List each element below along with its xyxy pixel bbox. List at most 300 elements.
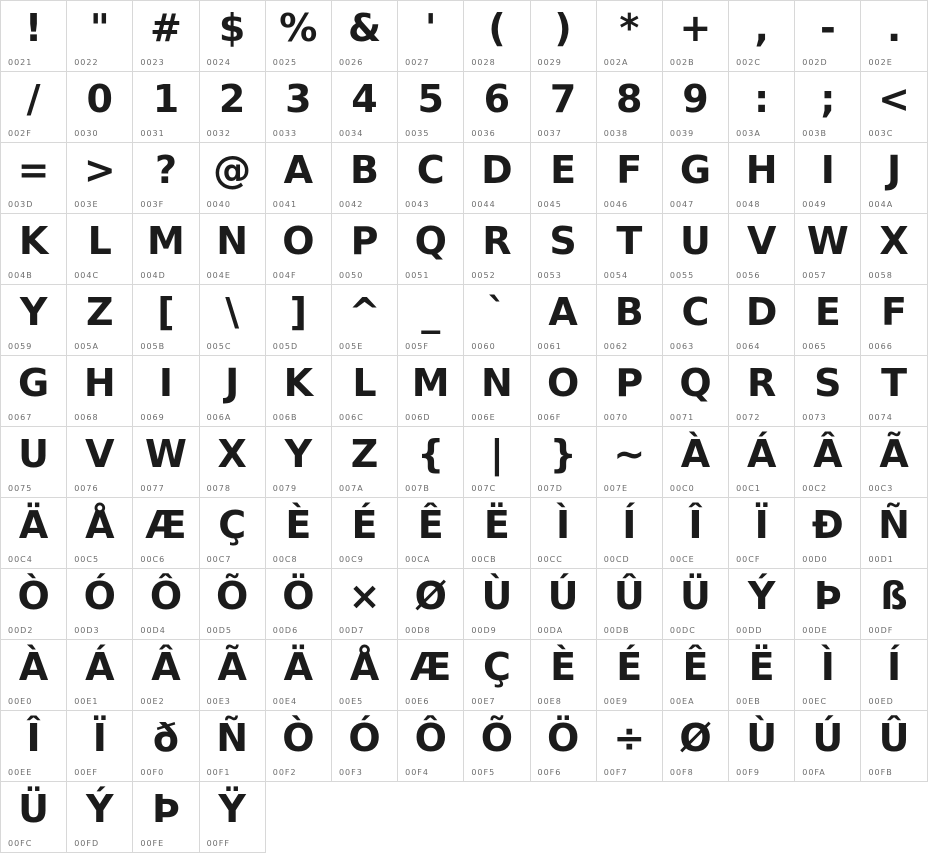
glyph-cell[interactable] bbox=[200, 427, 266, 498]
glyph-cell[interactable] bbox=[597, 285, 663, 356]
glyph-codepoint: 0033 bbox=[272, 129, 298, 138]
glyph-cell[interactable] bbox=[266, 1, 332, 72]
glyph-character: ^ bbox=[348, 290, 381, 334]
glyph-cell[interactable] bbox=[861, 356, 927, 427]
glyph-codepoint: 00ED bbox=[868, 697, 894, 706]
glyph-codepoint: 003D bbox=[8, 200, 34, 209]
glyph-character: Å bbox=[85, 503, 115, 547]
glyph-cell[interactable] bbox=[1, 569, 67, 640]
glyph-cell[interactable] bbox=[398, 143, 464, 214]
glyph-cell[interactable] bbox=[663, 640, 729, 711]
glyph-cell[interactable] bbox=[861, 143, 927, 214]
glyph-cell[interactable] bbox=[464, 143, 530, 214]
glyph-character: Ë bbox=[748, 645, 775, 689]
glyph-cell[interactable] bbox=[464, 356, 530, 427]
glyph-character: N bbox=[216, 219, 249, 263]
glyph-cell[interactable] bbox=[861, 1, 927, 72]
glyph-character: > bbox=[83, 148, 116, 192]
glyph-codepoint: 0058 bbox=[868, 271, 893, 280]
glyph-cell[interactable] bbox=[663, 143, 729, 214]
glyph-codepoint: 0063 bbox=[669, 342, 695, 351]
glyph-cell[interactable] bbox=[200, 782, 266, 853]
glyph-character: Ï bbox=[754, 503, 769, 547]
glyph-codepoint: 006E bbox=[471, 413, 496, 422]
glyph-cell[interactable] bbox=[729, 356, 795, 427]
glyph-character: Ì bbox=[556, 503, 571, 547]
glyph-cell[interactable] bbox=[200, 214, 266, 285]
glyph-character: O bbox=[546, 361, 580, 405]
glyph-character: Ú bbox=[547, 574, 579, 618]
glyph-codepoint: 0032 bbox=[206, 129, 231, 138]
glyph-cell[interactable] bbox=[1, 427, 67, 498]
glyph-cell[interactable] bbox=[133, 711, 199, 782]
glyph-cell[interactable] bbox=[795, 640, 861, 711]
glyph-character: 6 bbox=[483, 77, 511, 121]
glyph-codepoint: 0042 bbox=[338, 200, 364, 209]
glyph-character: ! bbox=[24, 6, 43, 50]
glyph-cell[interactable] bbox=[67, 782, 133, 853]
glyph-cell[interactable] bbox=[332, 711, 398, 782]
glyph-character: 0 bbox=[86, 77, 113, 121]
glyph-cell[interactable] bbox=[1, 356, 67, 427]
glyph-cell[interactable] bbox=[133, 1, 199, 72]
glyph-cell[interactable] bbox=[67, 640, 133, 711]
glyph-cell[interactable] bbox=[398, 498, 464, 569]
glyph-codepoint: 0035 bbox=[405, 129, 430, 138]
glyph-cell[interactable] bbox=[663, 285, 729, 356]
glyph-codepoint: 003E bbox=[74, 200, 99, 209]
glyph-cell[interactable] bbox=[266, 214, 332, 285]
glyph-character: N bbox=[481, 361, 513, 405]
glyph-codepoint: 0072 bbox=[736, 413, 761, 422]
glyph-cell[interactable] bbox=[398, 1, 464, 72]
glyph-cell[interactable] bbox=[398, 640, 464, 711]
glyph-cell[interactable] bbox=[531, 711, 597, 782]
glyph-cell[interactable] bbox=[663, 214, 729, 285]
glyph-codepoint: 004B bbox=[8, 271, 33, 280]
glyph-cell[interactable] bbox=[67, 143, 133, 214]
glyph-codepoint: 0031 bbox=[140, 129, 165, 138]
glyph-cell[interactable] bbox=[133, 569, 199, 640]
glyph-cell[interactable] bbox=[1, 285, 67, 356]
glyph-cell[interactable] bbox=[67, 285, 133, 356]
glyph-cell[interactable] bbox=[266, 569, 332, 640]
glyph-codepoint: 00C8 bbox=[272, 555, 298, 564]
glyph-cell[interactable] bbox=[729, 569, 795, 640]
glyph-character: @ bbox=[213, 148, 252, 192]
glyph-cell[interactable] bbox=[398, 356, 464, 427]
glyph-cell[interactable] bbox=[133, 143, 199, 214]
glyph-character: ~ bbox=[613, 432, 646, 476]
glyph-cell[interactable] bbox=[861, 427, 927, 498]
glyph-codepoint: 005C bbox=[206, 342, 232, 351]
glyph-cell[interactable] bbox=[133, 498, 199, 569]
glyph-cell[interactable] bbox=[1, 782, 67, 853]
glyph-character: } bbox=[549, 432, 577, 476]
glyph-cell[interactable] bbox=[133, 356, 199, 427]
glyph-codepoint: 00FC bbox=[8, 839, 33, 848]
glyph-cell[interactable] bbox=[464, 427, 530, 498]
glyph-character: D bbox=[745, 290, 778, 334]
glyph-codepoint: 0021 bbox=[8, 58, 33, 67]
glyph-codepoint: 00EC bbox=[802, 697, 828, 706]
glyph-character: { bbox=[417, 432, 445, 476]
glyph-codepoint: 00D9 bbox=[471, 626, 497, 635]
glyph-cell[interactable] bbox=[531, 356, 597, 427]
glyph-codepoint: 00C0 bbox=[669, 484, 695, 493]
glyph-codepoint: 0045 bbox=[537, 200, 562, 209]
glyph-character: S bbox=[549, 219, 577, 263]
glyph-cell[interactable] bbox=[663, 1, 729, 72]
glyph-character: I bbox=[820, 148, 835, 192]
glyph-codepoint: 00EB bbox=[736, 697, 761, 706]
glyph-codepoint: 00E0 bbox=[8, 697, 33, 706]
glyph-cell[interactable] bbox=[67, 569, 133, 640]
glyph-cell[interactable] bbox=[531, 72, 597, 143]
glyph-cell[interactable] bbox=[266, 498, 332, 569]
glyph-codepoint: 006A bbox=[206, 413, 232, 422]
glyph-cell[interactable] bbox=[266, 285, 332, 356]
glyph-cell[interactable] bbox=[133, 782, 199, 853]
glyph-cell[interactable] bbox=[67, 214, 133, 285]
glyph-cell[interactable] bbox=[398, 72, 464, 143]
glyph-character: E bbox=[814, 290, 841, 334]
glyph-character: 7 bbox=[549, 77, 577, 121]
glyph-cell[interactable] bbox=[398, 214, 464, 285]
glyph-cell[interactable] bbox=[200, 498, 266, 569]
glyph-codepoint: 0078 bbox=[206, 484, 231, 493]
glyph-codepoint: 0057 bbox=[802, 271, 827, 280]
glyph-cell[interactable] bbox=[597, 427, 663, 498]
glyph-cell[interactable] bbox=[1, 711, 67, 782]
glyph-character: Ü bbox=[680, 574, 711, 618]
glyph-character: X bbox=[879, 219, 909, 263]
glyph-cell[interactable] bbox=[133, 72, 199, 143]
glyph-codepoint: 00C5 bbox=[74, 555, 100, 564]
glyph-cell[interactable] bbox=[464, 640, 530, 711]
glyph-cell[interactable] bbox=[266, 356, 332, 427]
glyph-cell[interactable] bbox=[861, 72, 927, 143]
glyph-character: ; bbox=[820, 77, 836, 121]
glyph-cell[interactable] bbox=[200, 285, 266, 356]
glyph-cell[interactable] bbox=[861, 569, 927, 640]
glyph-character: Õ bbox=[480, 716, 514, 760]
glyph-cell[interactable] bbox=[597, 72, 663, 143]
glyph-cell[interactable] bbox=[1, 498, 67, 569]
glyph-character: Ç bbox=[482, 645, 511, 689]
glyph-cell[interactable] bbox=[597, 1, 663, 72]
glyph-cell[interactable] bbox=[795, 285, 861, 356]
glyph-cell[interactable] bbox=[1, 214, 67, 285]
glyph-cell[interactable] bbox=[729, 498, 795, 569]
glyph-cell[interactable] bbox=[795, 214, 861, 285]
glyph-character: K bbox=[283, 361, 314, 405]
glyph-character: ß bbox=[880, 574, 908, 618]
glyph-cell[interactable] bbox=[332, 427, 398, 498]
glyph-cell[interactable] bbox=[861, 498, 927, 569]
glyph-cell[interactable] bbox=[531, 143, 597, 214]
glyph-cell[interactable] bbox=[266, 711, 332, 782]
glyph-cell[interactable] bbox=[133, 214, 199, 285]
glyph-cell[interactable] bbox=[332, 569, 398, 640]
glyph-character: | bbox=[489, 432, 504, 476]
glyph-character: 9 bbox=[682, 77, 709, 121]
glyph-cell[interactable] bbox=[795, 498, 861, 569]
glyph-codepoint: 00FF bbox=[206, 839, 230, 848]
glyph-cell[interactable] bbox=[663, 72, 729, 143]
glyph-cell[interactable] bbox=[200, 569, 266, 640]
glyph-cell[interactable] bbox=[531, 1, 597, 72]
glyph-cell[interactable] bbox=[861, 640, 927, 711]
glyph-cell[interactable] bbox=[398, 427, 464, 498]
glyph-cell[interactable] bbox=[67, 711, 133, 782]
glyph-codepoint: 002E bbox=[868, 58, 893, 67]
glyph-character: Þ bbox=[813, 574, 842, 618]
glyph-cell[interactable] bbox=[861, 214, 927, 285]
glyph-character: \ bbox=[225, 290, 240, 334]
glyph-codepoint: 0025 bbox=[272, 58, 298, 67]
glyph-cell[interactable] bbox=[531, 569, 597, 640]
glyph-character: A bbox=[283, 148, 314, 192]
glyph-cell[interactable] bbox=[1, 72, 67, 143]
glyph-character: < bbox=[878, 77, 910, 121]
glyph-codepoint: 003C bbox=[868, 129, 894, 138]
glyph-cell[interactable] bbox=[200, 1, 266, 72]
glyph-cell[interactable] bbox=[200, 711, 266, 782]
glyph-cell[interactable] bbox=[531, 640, 597, 711]
glyph-codepoint: 00C7 bbox=[206, 555, 232, 564]
glyph-cell[interactable] bbox=[332, 498, 398, 569]
glyph-cell[interactable] bbox=[531, 285, 597, 356]
glyph-codepoint: 0041 bbox=[272, 200, 298, 209]
glyph-cell[interactable] bbox=[597, 214, 663, 285]
glyph-codepoint: 00C6 bbox=[140, 555, 166, 564]
glyph-codepoint: 00C3 bbox=[868, 484, 894, 493]
glyph-cell[interactable] bbox=[597, 498, 663, 569]
glyph-codepoint: 0027 bbox=[405, 58, 430, 67]
glyph-character: % bbox=[279, 6, 318, 50]
glyph-cell[interactable] bbox=[464, 285, 530, 356]
glyph-cell[interactable] bbox=[67, 427, 133, 498]
glyph-cell[interactable] bbox=[597, 569, 663, 640]
glyph-cell[interactable] bbox=[398, 285, 464, 356]
glyph-cell[interactable] bbox=[729, 214, 795, 285]
glyph-codepoint: 006D bbox=[405, 413, 431, 422]
glyph-cell[interactable] bbox=[795, 427, 861, 498]
glyph-character: Î bbox=[26, 716, 41, 760]
glyph-character: Ò bbox=[17, 574, 50, 618]
glyph-cell[interactable] bbox=[67, 498, 133, 569]
glyph-character: U bbox=[680, 219, 711, 263]
glyph-cell[interactable] bbox=[1, 640, 67, 711]
glyph-codepoint: 00F7 bbox=[603, 768, 628, 777]
glyph-cell[interactable] bbox=[464, 1, 530, 72]
glyph-cell[interactable] bbox=[332, 356, 398, 427]
glyph-cell[interactable] bbox=[200, 640, 266, 711]
glyph-character: Ô bbox=[414, 716, 447, 760]
glyph-cell[interactable] bbox=[597, 143, 663, 214]
glyph-cell[interactable] bbox=[597, 640, 663, 711]
glyph-character: I bbox=[158, 361, 174, 405]
glyph-cell[interactable] bbox=[531, 427, 597, 498]
glyph-cell[interactable] bbox=[729, 427, 795, 498]
glyph-codepoint: 0066 bbox=[868, 342, 893, 351]
glyph-cell[interactable] bbox=[861, 711, 927, 782]
glyph-cell[interactable] bbox=[398, 711, 464, 782]
glyph-codepoint: 0037 bbox=[537, 129, 562, 138]
glyph-cell[interactable] bbox=[398, 569, 464, 640]
glyph-codepoint: 007A bbox=[338, 484, 364, 493]
glyph-codepoint: 0050 bbox=[338, 271, 364, 280]
glyph-cell[interactable] bbox=[1, 143, 67, 214]
glyph-codepoint: 004F bbox=[272, 271, 297, 280]
glyph-cell[interactable] bbox=[795, 356, 861, 427]
glyph-character: / bbox=[26, 77, 41, 121]
glyph-character: 1 bbox=[152, 77, 180, 121]
glyph-codepoint: 00CE bbox=[669, 555, 695, 564]
glyph-cell[interactable] bbox=[332, 640, 398, 711]
glyph-codepoint: 007C bbox=[471, 484, 497, 493]
glyph-cell[interactable] bbox=[464, 711, 530, 782]
glyph-cell[interactable] bbox=[464, 569, 530, 640]
glyph-character: Ç bbox=[218, 503, 247, 547]
glyph-cell[interactable] bbox=[200, 143, 266, 214]
glyph-character: L bbox=[352, 361, 377, 405]
glyph-character: Z bbox=[86, 290, 114, 334]
glyph-codepoint: 0071 bbox=[669, 413, 695, 422]
glyph-character: Â bbox=[813, 432, 843, 476]
glyph-character: Æ bbox=[410, 645, 452, 689]
glyph-cell[interactable] bbox=[464, 72, 530, 143]
glyph-cell[interactable] bbox=[663, 711, 729, 782]
glyph-codepoint: 00D6 bbox=[272, 626, 299, 635]
glyph-character: Ø bbox=[414, 574, 447, 618]
glyph-cell[interactable] bbox=[663, 427, 729, 498]
glyph-cell[interactable] bbox=[332, 72, 398, 143]
glyph-cell[interactable] bbox=[332, 285, 398, 356]
glyph-cell[interactable] bbox=[597, 356, 663, 427]
glyph-cell[interactable] bbox=[795, 1, 861, 72]
glyph-codepoint: 00F1 bbox=[206, 768, 231, 777]
glyph-codepoint: 00EF bbox=[74, 768, 99, 777]
glyph-cell[interactable] bbox=[729, 711, 795, 782]
glyph-cell[interactable] bbox=[795, 711, 861, 782]
glyph-cell[interactable] bbox=[200, 356, 266, 427]
glyph-cell[interactable] bbox=[332, 1, 398, 72]
glyph-character: Ô bbox=[149, 574, 183, 618]
glyph-character: É bbox=[616, 645, 643, 689]
glyph-cell[interactable] bbox=[67, 72, 133, 143]
glyph-codepoint: 002F bbox=[8, 129, 32, 138]
glyph-character: Z bbox=[350, 432, 379, 476]
glyph-cell[interactable] bbox=[266, 72, 332, 143]
glyph-character: Â bbox=[151, 645, 181, 689]
glyph-character: Ú bbox=[812, 716, 844, 760]
glyph-character: F bbox=[616, 148, 643, 192]
glyph-codepoint: 005A bbox=[74, 342, 99, 351]
glyph-character: W bbox=[806, 219, 849, 263]
glyph-codepoint: 00DF bbox=[868, 626, 894, 635]
glyph-codepoint: 0029 bbox=[537, 58, 562, 67]
glyph-character: 4 bbox=[351, 77, 378, 121]
glyph-character: T bbox=[616, 219, 643, 263]
glyph-cell[interactable] bbox=[266, 640, 332, 711]
glyph-codepoint: 0043 bbox=[405, 200, 430, 209]
glyph-character: E bbox=[550, 148, 577, 192]
glyph-cell[interactable] bbox=[464, 214, 530, 285]
glyph-cell[interactable] bbox=[332, 143, 398, 214]
glyph-character: ' bbox=[424, 6, 437, 50]
glyph-cell[interactable] bbox=[266, 143, 332, 214]
glyph-character: Ï bbox=[92, 716, 107, 760]
glyph-character: 8 bbox=[616, 77, 643, 121]
glyph-codepoint: 00FD bbox=[74, 839, 100, 848]
glyph-cell[interactable] bbox=[1, 1, 67, 72]
glyph-cell[interactable] bbox=[531, 214, 597, 285]
glyph-cell[interactable] bbox=[729, 143, 795, 214]
glyph-cell[interactable] bbox=[67, 356, 133, 427]
glyph-codepoint: 0056 bbox=[736, 271, 761, 280]
glyph-cell[interactable] bbox=[464, 498, 530, 569]
glyph-cell[interactable] bbox=[332, 214, 398, 285]
glyph-cell[interactable] bbox=[729, 285, 795, 356]
glyph-cell[interactable] bbox=[861, 285, 927, 356]
glyph-codepoint: 00C4 bbox=[8, 555, 33, 564]
glyph-cell[interactable] bbox=[133, 285, 199, 356]
glyph-cell[interactable] bbox=[663, 356, 729, 427]
glyph-cell[interactable] bbox=[729, 640, 795, 711]
glyph-cell[interactable] bbox=[729, 1, 795, 72]
glyph-cell[interactable] bbox=[531, 498, 597, 569]
glyph-codepoint: 00F4 bbox=[405, 768, 429, 777]
glyph-character: Q bbox=[414, 219, 447, 263]
glyph-codepoint: 004E bbox=[206, 271, 231, 280]
glyph-cell[interactable] bbox=[795, 143, 861, 214]
glyph-cell[interactable] bbox=[133, 427, 199, 498]
glyph-character: L bbox=[87, 219, 112, 263]
glyph-character: [ bbox=[157, 290, 175, 334]
glyph-character: V bbox=[746, 219, 777, 263]
glyph-character: Ü bbox=[18, 787, 50, 831]
glyph-character: _ bbox=[421, 290, 441, 334]
glyph-cell[interactable] bbox=[795, 569, 861, 640]
glyph-cell[interactable] bbox=[133, 640, 199, 711]
glyph-cell[interactable] bbox=[266, 427, 332, 498]
glyph-codepoint: 00E2 bbox=[140, 697, 165, 706]
glyph-cell[interactable] bbox=[729, 72, 795, 143]
glyph-codepoint: 0024 bbox=[206, 58, 231, 67]
glyph-character: ? bbox=[154, 148, 177, 192]
glyph-character: Ò bbox=[282, 716, 315, 760]
glyph-character: G bbox=[679, 148, 712, 192]
glyph-cell[interactable] bbox=[663, 569, 729, 640]
glyph-cell[interactable] bbox=[795, 72, 861, 143]
glyph-codepoint: 00D5 bbox=[206, 626, 232, 635]
glyph-character: M bbox=[147, 219, 185, 263]
glyph-character: Û bbox=[613, 574, 645, 618]
glyph-cell[interactable] bbox=[67, 1, 133, 72]
glyph-cell[interactable] bbox=[597, 711, 663, 782]
glyph-cell[interactable] bbox=[663, 498, 729, 569]
glyph-character: Ñ bbox=[216, 716, 249, 760]
glyph-character: D bbox=[481, 148, 513, 192]
glyph-character: J bbox=[886, 148, 902, 192]
glyph-codepoint: 0067 bbox=[8, 413, 33, 422]
glyph-cell[interactable] bbox=[200, 72, 266, 143]
glyph-character: ) bbox=[554, 6, 572, 50]
glyph-codepoint: 00FE bbox=[140, 839, 165, 848]
glyph-character: Ó bbox=[348, 716, 381, 760]
